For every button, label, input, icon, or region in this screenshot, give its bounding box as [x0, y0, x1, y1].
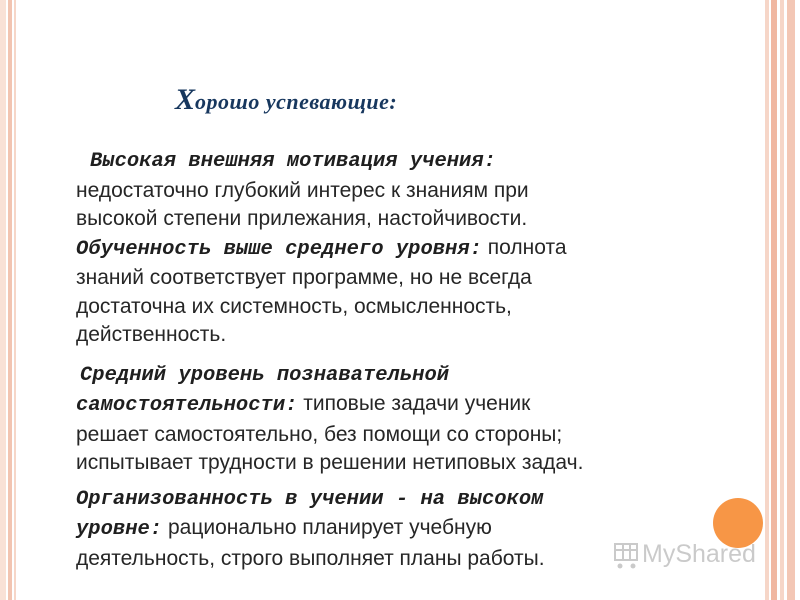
slide-body — [76, 146, 756, 573]
body-text: недостаточно глубокий интерес к знаниям при — [76, 178, 529, 202]
emphasized-term: Высокая внешняя мотивация учения: — [90, 150, 496, 173]
cart-icon — [612, 540, 640, 570]
left-border-stripe-thin — [14, 0, 16, 600]
body-text: деятельность, строго выполняет планы работы. — [76, 546, 545, 570]
paragraph — [76, 360, 756, 478]
emphasized-term: Средний уровень познавательной — [80, 363, 450, 387]
body-text: знаний соответствует программе, но не всегда — [76, 266, 532, 289]
slide-title-rest: орошо успевающие: — [195, 89, 398, 114]
emphasized-term: Организованность в учении - на высоком — [76, 487, 544, 511]
body-text: рационально планирует учебную — [162, 516, 492, 539]
slide-title-initial: Х — [175, 83, 196, 116]
right-border-stripe-2 — [771, 0, 777, 600]
body-text: высокой степени прилежания, настойчивости. — [76, 207, 528, 230]
body-text: достаточна их системность, осмысленность, — [76, 294, 512, 318]
right-border-stripe-1 — [765, 0, 769, 600]
paragraph — [76, 146, 756, 350]
slide-title — [175, 80, 397, 117]
left-border-stripe-inner — [8, 0, 12, 600]
body-text: полнота — [481, 235, 567, 259]
body-text: решает самостоятельно, без помощи со стороны; — [76, 422, 563, 446]
body-text: испытывает трудности в решении нетиповых задач. — [76, 451, 584, 474]
emphasized-term: самостоятельности: — [76, 394, 298, 417]
emphasized-term: уровне: — [76, 518, 163, 541]
left-border-stripe-outer — [0, 0, 6, 600]
body-text: типовые задачи ученик — [297, 392, 531, 415]
right-border-stripe-3 — [780, 0, 784, 600]
watermark-text: MyShared — [642, 540, 756, 568]
right-border-stripe-4 — [787, 0, 795, 600]
watermark — [612, 538, 772, 572]
emphasized-term: Обученность выше среднего уровня: — [76, 237, 482, 261]
body-text: действенность. — [76, 323, 227, 346]
